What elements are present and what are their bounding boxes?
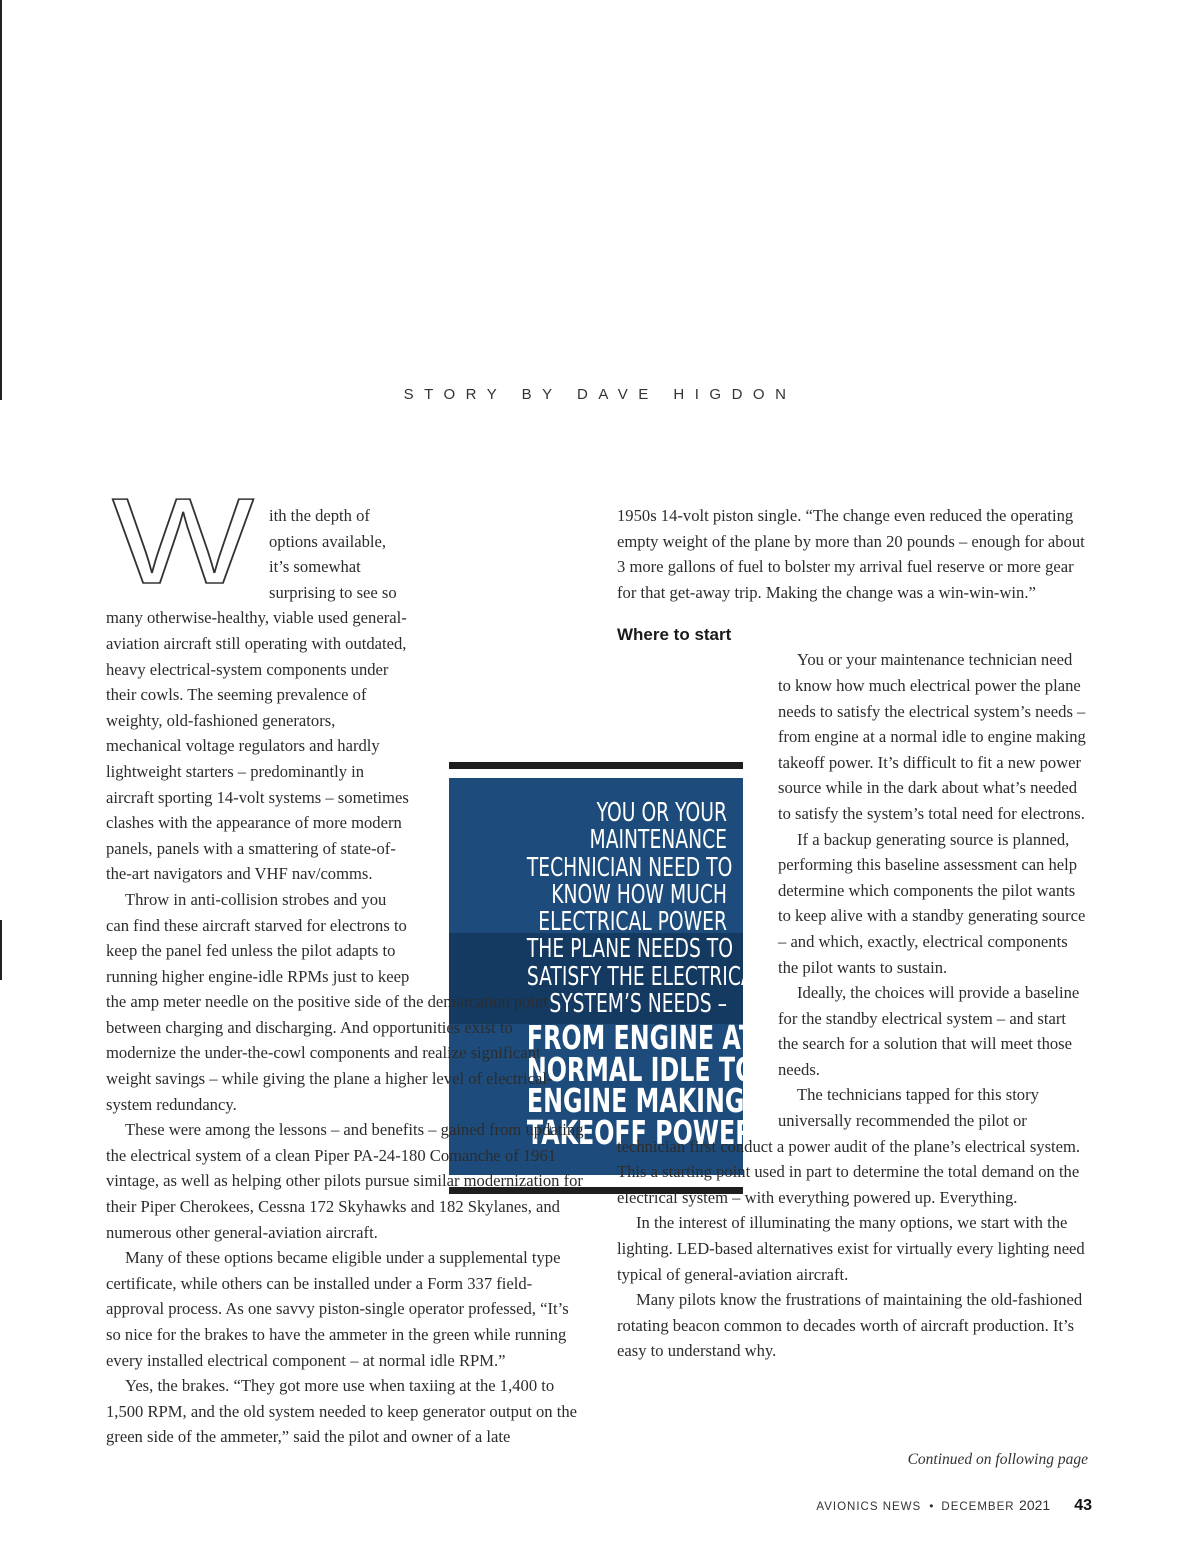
magazine-name: AVIONICS NEWS (816, 1501, 922, 1513)
body-paragraph: You or your maintenance technician need to know how much electrical power the plane needs to satisfy the electrical system’s needs – from engine at a normal idle to engine making takeoff power. It’s difficult to fit a new power source while in the dark about what’s needed to satisfy the system’s total need for electrons. (778, 650, 1086, 823)
footer-separator: • (929, 1499, 934, 1513)
pull-quote-line: THE PLANE NEEDS TO (526, 934, 733, 965)
body-paragraph: 1950s 14-volt piston single. “The change even reduced the operating empty weight of the plane by more than 20 pounds – enough for about 3 more gallons of fuel to bolster my arrival fuel reserve or more gear for that get-away trip. Making the change was a win-win-win.” (617, 506, 1085, 602)
body-paragraph: If a backup generating source is planned, performing this baseline assessment can help determine which components the pilot wants to keep alive with a standby generating source – and which, exactly, electrical components the pilot wants to sustain. (778, 829, 1086, 977)
section-heading: Where to start (617, 625, 732, 645)
drop-cap-glyph (106, 494, 262, 589)
page-footer (700, 1497, 1092, 1515)
pull-quote-line: SYSTEM’S NEEDS – (549, 989, 727, 1020)
body-paragraph: ith the depth of options available, it’s somewhat surprising to see so many otherwise-healthy, viable used general-aviation aircraft still operating with outdated, heavy electrical-system components under their cowls. The seeming prevalence of weighty, old-fashioned generators, mechanical voltage regulators and hardly lightweight starters – predominantly in aircraft sporting 14-volt systems – sometimes clashes with the appearance of more modern panels, panels with a smattering of state-of-the-art navigators and VHF nav/comms. (106, 506, 409, 884)
article-column-left (106, 494, 584, 1450)
drop-cap (106, 494, 269, 587)
pull-quote-line: TECHNICIAN NEED TO (526, 852, 733, 883)
issue-month: DECEMBER (941, 1501, 1015, 1513)
pull-quote-emphasis-line: NORMAL IDLE TO (526, 1049, 756, 1089)
body-paragraph: Yes, the brakes. “They got more use when taxiing at the 1,400 to 1,500 RPM, and the old system needed to keep generator output on the green side of the ammeter,” said the pilot and owner of a late (106, 1376, 577, 1447)
continued-note: Continued on following page (907, 1451, 1088, 1468)
article-column-right (617, 503, 1088, 1364)
pull-quote-line: YOU OR YOUR (596, 798, 727, 828)
pull-quote-wrap-space (410, 503, 584, 966)
body-paragraph: These were among the lessons – and benefits – gained from updating the electrical system of a clean Piper PA-24-180 Comanche of 1961 vintage, as well as helping other pilots pursue similar modernization for their Piper Cherokees, Cessna 172 Skyhawks and 182 Skylanes, and numerous other general-aviation aircraft. (106, 1120, 584, 1242)
pull-quote-line: KNOW HOW MUCH (551, 879, 727, 910)
pull-quote-wrap-space (617, 647, 778, 1123)
drop-cap-letter: W (112, 494, 254, 589)
body-paragraph: Many pilots know the frustrations of maintaining the old-fashioned rotating beacon common to decades worth of aircraft production. It’s easy to understand why. (617, 1290, 1083, 1361)
pull-quote-emphasis-line: FROM ENGINE AT A (526, 1018, 782, 1058)
byline: STORY BY DAVE HIGDON (403, 386, 797, 403)
pull-quote-emphasis-line: ENGINE MAKING (526, 1081, 745, 1121)
body-paragraph: In the interest of illuminating the many options, we start with the lighting. LED-based alternatives exist for virtually every lighting need typical of general-aviation aircraft. (617, 1213, 1085, 1284)
pull-quote-line: ELECTRICAL POWER (538, 907, 727, 938)
page-edge-mark-top (0, 0, 2, 400)
body-paragraph: Ideally, the choices will provide a baseline for the standby electrical system – and start the search for a solution that will meet those needs. (778, 983, 1080, 1079)
page-number: 43 (1074, 1497, 1092, 1514)
body-paragraph: The technicians tapped for this story universally recommended the pilot or technician first conduct a power audit of the plane’s electrical system. This a starting point used in part to determine the total demand on the electrical system – with everything powered up. Everything. (617, 1085, 1081, 1207)
body-paragraph: Many of these options became eligible under a supplemental type certificate, while others can be installed under a Form 337 field-approval process. As one savvy piston-single operator professed, “It’s so nice for the brakes to have the ammeter in the green while running every installed electrical component – at normal idle RPM.” (106, 1248, 569, 1370)
pull-quote-line: MAINTENANCE (589, 825, 727, 856)
body-paragraph: Throw in anti-collision strobes and you can find these aircraft starved for electrons to keep the panel fed unless the pilot adapts to running higher engine-idle RPMs just to keep the amp meter needle on the positive side of the demarcation point between charging and discharging. And opportunities exist to modernize the under-the-cowl components and realize significant weight savings – while giving the plane a higher level of electrical-system redundancy. (106, 889, 553, 1114)
page-edge-mark-mid (0, 920, 2, 980)
pull-quote-line: SATISFY THE ELECTRICAL (526, 961, 765, 992)
pull-quote-emphasis-line: TAKEOFF POWER. (526, 1112, 763, 1152)
issue-year: 2021 (1019, 1497, 1051, 1513)
